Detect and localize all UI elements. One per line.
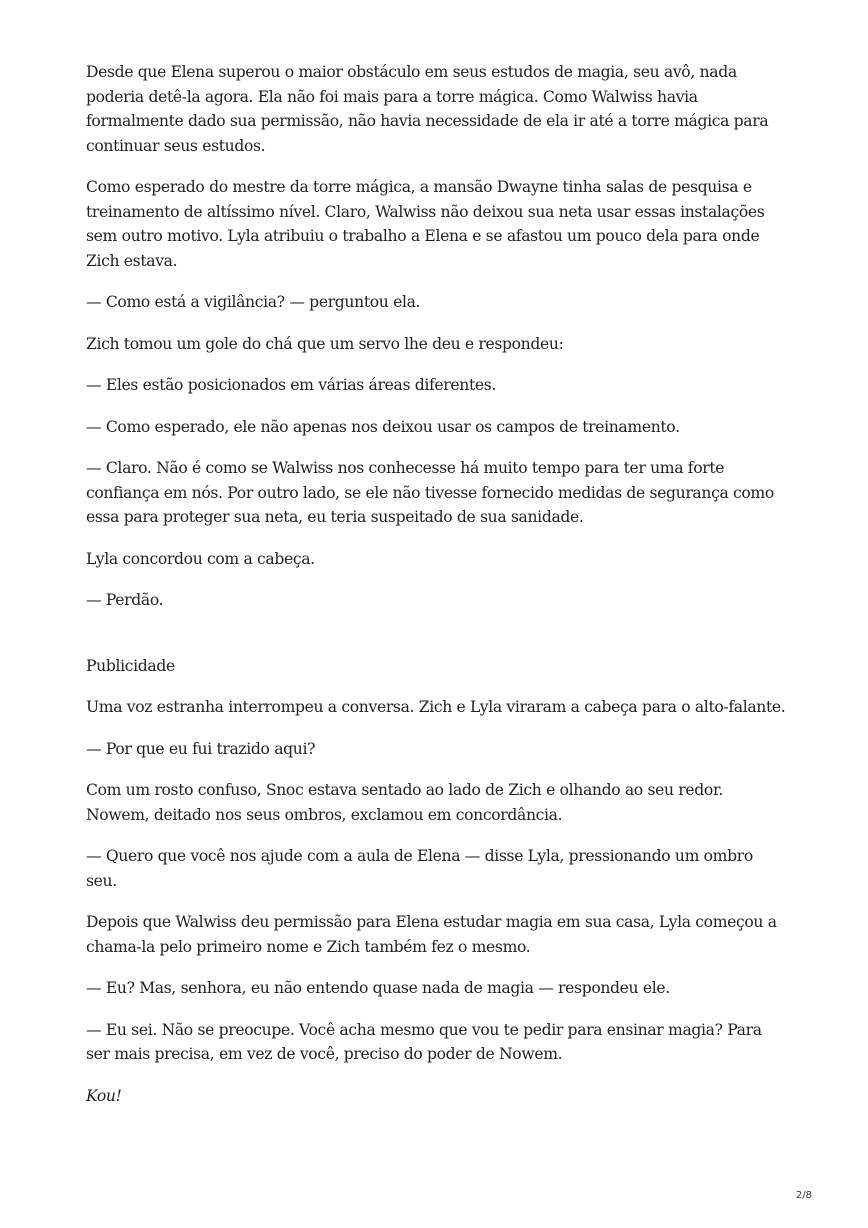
- paragraph: Lyla concordou com a cabeça.: [86, 549, 315, 568]
- paragraph: Com um rosto confuso, Snoc estava sentado ao lado de Zich e olhando ao seu redor. Nowem, deitado nos seus ombros, exclamou em concordância.: [86, 781, 723, 824]
- paragraph: Zich tomou um gole do chá que um servo lhe deu e respondeu:: [86, 334, 564, 353]
- dialogue-line: — Perdão.: [86, 591, 164, 609]
- dialogue-line: — Quero que você nos ajude com a aula de Elena — disse Lyla, pressionando um ombro seu.: [86, 847, 753, 890]
- paragraph: Desde que Elena superou o maior obstáculo em seus estudos de magia, seu avô, nada poderia detê-la agora. Ela não foi mais para a torre mágica. Como Walwiss havia formalmente dado sua permissão, não havia necessidade de ela ir até a torre mágica para continuar seus estudos.: [86, 63, 769, 155]
- dialogue-line: — Eles estão posicionados em várias áreas diferentes.: [86, 376, 496, 394]
- sound-effect: Kou!: [86, 1086, 122, 1105]
- paragraph: Depois que Walwiss deu permissão para Elena estudar magia em sua casa, Lyla começou a chama-la pelo primeiro nome e Zich também fez o mesmo.: [86, 913, 777, 956]
- dialogue-line: — Como esperado, ele não apenas nos deixou usar os campos de treinamento.: [86, 417, 680, 436]
- dialogue-line: — Como está a vigilância? — perguntou ela.: [86, 293, 421, 311]
- dialogue-line: — Claro. Não é como se Walwiss nos conhecesse há muito tempo para ter uma forte confiança em nós. Por outro lado, se ele não tivesse fornecido medidas de segurança como essa para proteger sua neta, eu teria suspeitado de sua sanidade.: [86, 459, 774, 526]
- paragraph: Como esperado do mestre da torre mágica, a mansão Dwayne tinha salas de pesquisa e treinamento de altíssimo nível. Claro, Walwiss não deixou sua neta usar essas instalações sem outro motivo. Lyla atribuiu o trabalho a Elena e se afastou um pouco dela para onde Zich estava.: [86, 178, 765, 270]
- document-body: [86, 60, 786, 1125]
- dialogue-line: — Eu? Mas, senhora, eu não entendo quase nada de magia — respondeu ele.: [86, 979, 670, 997]
- page-number: 2/8: [795, 1190, 812, 1201]
- advertisement-label: Publicidade: [86, 656, 175, 675]
- paragraph: Uma voz estranha interrompeu a conversa. Zich e Lyla viraram a cabeça para o alto-falante.: [86, 698, 786, 716]
- dialogue-line: — Por que eu fui trazido aqui?: [86, 739, 316, 758]
- dialogue-line: — Eu sei. Não se preocupe. Você acha mesmo que vou te pedir para ensinar magia? Para ser mais precisa, em vez de você, preciso do poder de Nowem.: [86, 1020, 762, 1063]
